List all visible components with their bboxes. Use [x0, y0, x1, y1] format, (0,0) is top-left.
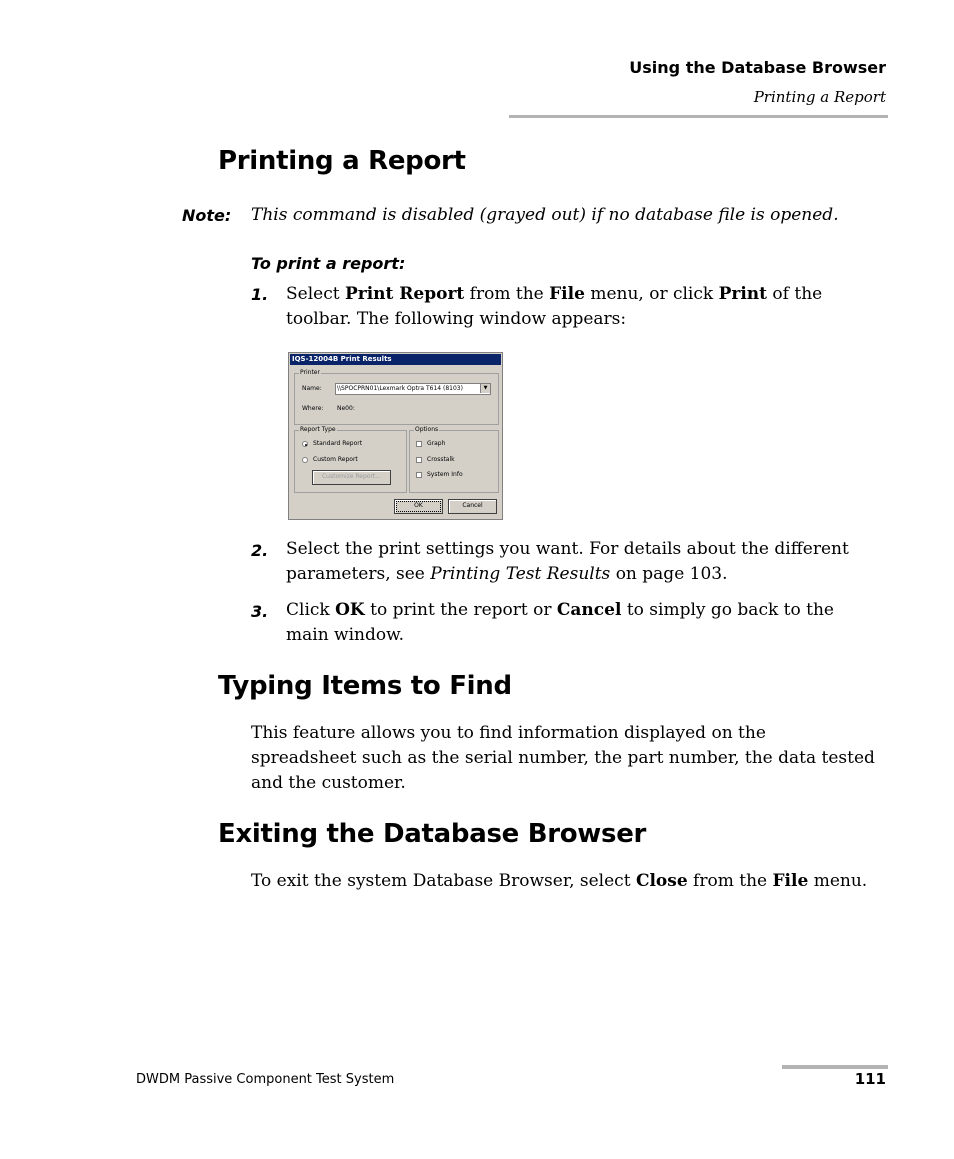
- options-group-label: Options: [415, 426, 439, 433]
- procedure-heading: To print a report:: [251, 254, 406, 273]
- footer-rule: [782, 1065, 888, 1069]
- where-value: Ne00:: [337, 405, 355, 412]
- printer-name-value: \\SPOCPRN01\Lexmark Optra T614 (8103): [337, 385, 463, 392]
- name-label: Name:: [302, 385, 322, 392]
- step-number-1: 1.: [251, 285, 269, 304]
- ok-button[interactable]: OK: [394, 499, 443, 514]
- customize-report-button[interactable]: Customize Report...: [312, 470, 391, 485]
- step-2-text: Select the print settings you want. For details about the different parameters, see Printing Test Results on page 103.: [286, 539, 849, 584]
- section-title-typing-items: Typing Items to Find: [218, 671, 512, 701]
- chevron-down-icon[interactable]: ▼: [480, 384, 490, 393]
- system-info-label: System Info: [427, 471, 463, 478]
- where-label: Where:: [302, 405, 324, 412]
- print-results-dialog-screenshot: [288, 352, 503, 520]
- crosstalk-checkbox[interactable]: [416, 457, 422, 463]
- section-title-exiting: Exiting the Database Browser: [218, 819, 647, 849]
- exiting-body: To exit the system Database Browser, select Close from the File menu.: [251, 871, 868, 891]
- step-3-text: Click OK to print the report or Cancel to simply go back to the main window.: [286, 600, 834, 645]
- printer-group-label: Printer: [300, 369, 320, 376]
- note-label: Note:: [182, 206, 232, 225]
- custom-report-radio[interactable]: [302, 457, 308, 463]
- standard-report-label: Standard Report: [313, 440, 363, 447]
- note-text: This command is disabled (grayed out) if no database file is opened.: [251, 205, 839, 225]
- step-1-text: Select Print Report from the File menu, or click Print of the toolbar. The following window appears:: [286, 284, 823, 329]
- step-number-3: 3.: [251, 602, 269, 621]
- custom-report-label: Custom Report: [313, 456, 358, 463]
- typing-items-body: This feature allows you to find information displayed on the spreadsheet such as the serial number, the part number, the data tested and the customer.: [251, 723, 875, 793]
- cancel-button[interactable]: Cancel: [448, 499, 497, 514]
- standard-report-radio[interactable]: [302, 441, 308, 447]
- printer-group: [294, 369, 499, 425]
- running-header-section: Printing a Report: [753, 88, 886, 106]
- report-type-group-label: Report Type: [300, 426, 336, 433]
- section-title-printing-report: Printing a Report: [218, 146, 466, 176]
- printer-name-select[interactable]: [335, 383, 491, 395]
- header-rule: [509, 115, 888, 118]
- graph-label: Graph: [427, 440, 446, 447]
- system-info-checkbox[interactable]: [416, 472, 422, 478]
- step-number-2: 2.: [251, 541, 269, 560]
- page-number: 111: [854, 1070, 886, 1088]
- footer-product-name: DWDM Passive Component Test System: [136, 1072, 395, 1087]
- graph-checkbox[interactable]: [416, 441, 422, 447]
- running-header-chapter: Using the Database Browser: [629, 58, 886, 77]
- dialog-title: IQS-12004B Print Results: [290, 354, 501, 365]
- crosstalk-label: Crosstalk: [427, 456, 455, 463]
